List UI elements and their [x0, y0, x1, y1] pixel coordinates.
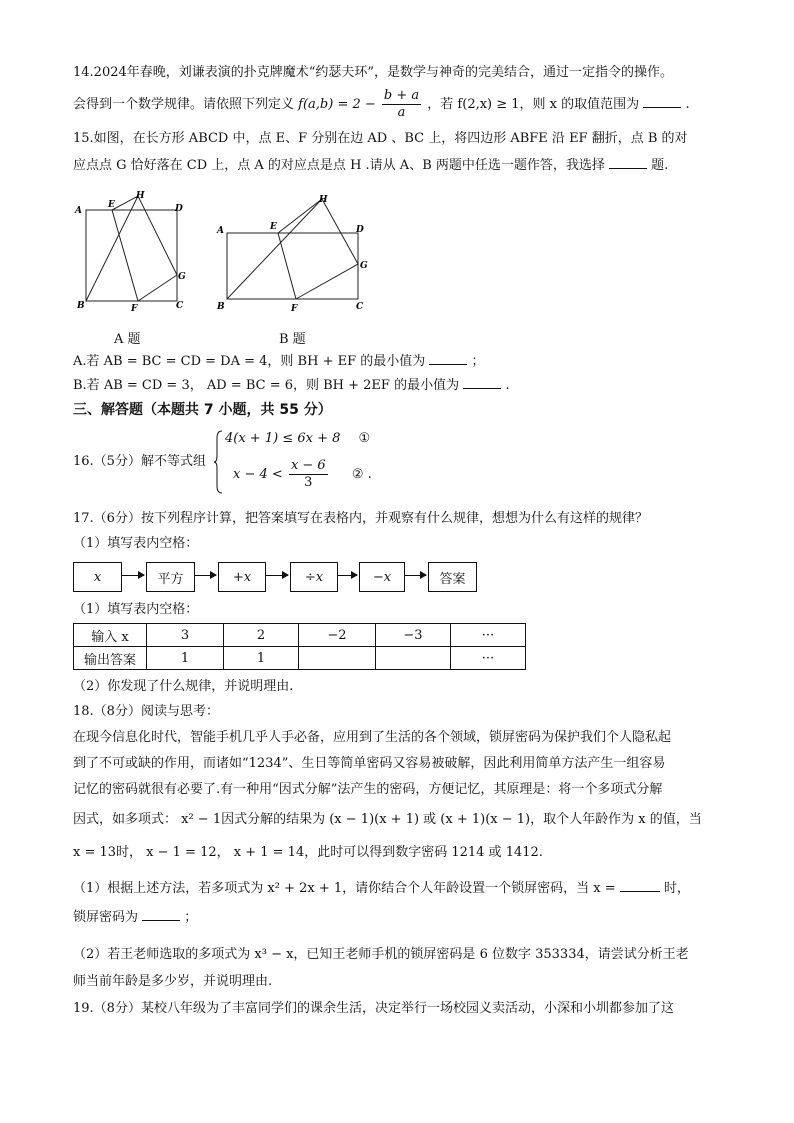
q18-sub1-text: （1）根据上述方法，若多项式为 x² + 2x + 1，请你结合个人年龄设置一个锁屏密码，当 x = — [73, 881, 616, 896]
q16-end: . — [367, 467, 372, 482]
table-cell: −3 — [376, 624, 451, 647]
figure-b-label-f: F — [291, 304, 298, 314]
figure-b-label-a: A — [217, 226, 224, 236]
figure-a-label-a: A — [75, 206, 82, 216]
q18-sub2b: 师当前年龄是多少岁，并说明理由. — [73, 974, 273, 989]
figure-a-label-g: G — [178, 272, 186, 282]
figure-a — [72, 188, 192, 316]
figure-b-caption: B 题 — [279, 332, 306, 347]
figure-b — [212, 190, 372, 316]
q14-line2 — [73, 88, 690, 121]
q14-line1: 14.2024年春晚，刘谦表演的扑克牌魔术“约瑟夫环”，是数学与神奇的完美结合，通过一定指令的操作。 — [73, 65, 674, 80]
figure-a-label-e: E — [108, 200, 115, 210]
q18-paragraph-line-2: 到了不可或缺的作用，而诸如“1234”、生日等简单密码又容易被破解，因此利用简单方法产生一组容易 — [73, 756, 666, 771]
q15-line2-text: 应点点 G 恰好落在 CD 上，点 A 的对应点是点 H .请从 A、B 两题中任选一题作答，我选择 — [73, 158, 605, 173]
table-cell-header-output: 输出答案 — [74, 647, 147, 670]
flow-arrow-3 — [265, 575, 288, 576]
figure-b-label-g: G — [360, 261, 368, 271]
table-cell: ··· — [451, 624, 526, 647]
q15-option-a-text: A.若 AB = BC = CD = DA = 4，则 BH + EF 的最小值为 — [73, 354, 426, 369]
q14-cond: ，若 f(2,x) ≥ 1，则 x 的取值范围为 — [427, 97, 640, 112]
q18-sub2: （2）若王老师选取的多项式为 x³ − x，已知王老师手机的锁屏密码是 6 位数字 353334，请尝试分析王老 — [73, 947, 689, 962]
section-3-heading: 三、解答题（本题共 7 小题，共 55 分） — [73, 402, 332, 418]
table-cell: −2 — [299, 624, 376, 647]
q18-age-blank[interactable] — [620, 879, 660, 892]
flow-arrow-4 — [337, 575, 357, 576]
figure-b-line-bh — [227, 199, 322, 299]
q16-inequality-1 — [225, 431, 370, 446]
q14-frac-den: a — [397, 105, 406, 120]
q15-option-b — [73, 376, 510, 395]
q14-answer-blank[interactable] — [643, 95, 681, 108]
q15-option-a — [73, 352, 485, 371]
figure-a-label-d: D — [175, 204, 183, 214]
table-cell-input[interactable] — [299, 647, 376, 670]
flow-box-x: x — [73, 562, 122, 592]
q14-line2-pre: 会得到一个数学规律。请依照下列定义 — [73, 97, 295, 112]
flow-arrow-5 — [404, 575, 426, 576]
q18-title: 18.（8分）阅读与思考： — [73, 704, 219, 719]
q18-sub1b-text: 锁屏密码为 — [73, 910, 139, 925]
q17-sub1: （1）填写表内空格： — [73, 536, 199, 551]
table-cell-header-input: 输入 x — [74, 624, 147, 647]
figure-b-label-d: D — [356, 225, 364, 235]
q18-password-blank[interactable] — [142, 908, 180, 921]
figure-b-line-ef — [278, 233, 296, 299]
figure-a-label-f: F — [131, 304, 138, 314]
q18-paragraph-line-1: 在现今信息化时代，智能手机几乎人手必备，应用到了生活的各个领域，锁屏密码为保护我们个人隐私起 — [73, 730, 672, 745]
flow-box-answer: 答案 — [428, 562, 477, 592]
figure-a-label-c: C — [176, 301, 184, 311]
q18-paragraph-line-5: x = 13时， x − 1 = 12， x + 1 = 14，此时可以得到数字密码 1214 或 1412. — [73, 845, 543, 860]
flow-box-plus-x: +x — [218, 562, 266, 592]
q18-sub1 — [73, 879, 690, 898]
q15-line1: 15.如图，在长方形 ABCD 中，点 E、F 分别在边 AD 、BC 上，将四边形 ABFE 沿 EF 翻折，点 B 的对 — [73, 131, 688, 146]
figure-b-fold — [278, 199, 358, 299]
q18-sub1b-end: ； — [184, 910, 198, 925]
q16-ineq2-fraction — [289, 458, 328, 491]
table-cell-input[interactable] — [376, 647, 451, 670]
q15-option-b-end: . — [505, 378, 510, 393]
figure-b-label-b: B — [217, 302, 225, 312]
table-cell: ··· — [451, 647, 526, 670]
flow-box-minus-x: −x — [359, 562, 405, 592]
q18-paragraph-line-4: 因式，如多项式： x² − 1因式分解的结果为 (x − 1)(x + 1) 或 (x + 1)(x − 1)，取个人年龄作为 x 的值，当 — [73, 812, 702, 827]
flow-arrow-2 — [194, 575, 216, 576]
q14-fraction — [382, 88, 421, 121]
q16-ineq2-pre: x − 4 < — [233, 467, 283, 482]
table-row-input — [74, 624, 526, 647]
q15-choice-blank[interactable] — [609, 156, 647, 169]
q16-ineq1-text: 4(x + 1) ≤ 6x + 8 — [225, 431, 341, 446]
q15-option-b-blank[interactable] — [463, 376, 501, 389]
q16-ineq2-num: x − 6 — [290, 458, 326, 473]
figure-a-line-ef — [112, 210, 138, 301]
q14-end: . — [685, 97, 690, 112]
q15-option-a-blank[interactable] — [429, 352, 467, 365]
figure-a-label-h: H — [136, 191, 145, 201]
figure-b-label-c: C — [356, 302, 364, 312]
q16-mark-1: ① — [358, 431, 371, 446]
figure-a-caption: A 题 — [114, 332, 141, 347]
flow-arrow-1 — [121, 575, 144, 576]
q15-line2-end: 题. — [651, 158, 669, 173]
table-cell: 1 — [224, 647, 299, 670]
figure-a-fold — [112, 196, 177, 301]
flow-box-div-x: ÷x — [290, 562, 338, 592]
flow-box-square: 平方 — [146, 562, 195, 592]
figure-a-square — [86, 210, 177, 301]
q19-line1: 19.（8分）某校八年级为了丰富同学们的课余生活，决定举行一场校园义卖活动，小深和小圳都参加了这 — [73, 1001, 674, 1016]
figure-b-rect — [227, 233, 358, 299]
table-row-output — [74, 647, 526, 670]
q18-sub1-end: 时， — [663, 881, 690, 896]
q15-line2 — [73, 156, 668, 175]
figure-b-label-e: E — [270, 222, 277, 232]
q16-ineq2-den: 3 — [304, 475, 313, 490]
q14-func-def: f(a,b) = 2 − — [298, 97, 376, 112]
q16-brace — [213, 430, 223, 494]
figure-b-label-h: H — [319, 195, 328, 205]
q15-option-a-end: ； — [471, 354, 485, 369]
q17-sub1b: （1）填写表内空格： — [73, 602, 199, 617]
table-cell: 1 — [147, 647, 224, 670]
q18-paragraph-line-3: 记忆的密码就很有必要了.有一种用“因式分解”法产生的密码，方便记忆，其原理是：将一个多项式分解 — [73, 782, 663, 797]
table-cell: 3 — [147, 624, 224, 647]
table-cell: 2 — [224, 624, 299, 647]
q16-mark-2: ② — [351, 467, 364, 482]
q16-inequality-2 — [233, 458, 372, 491]
q15-option-b-text: B.若 AB = CD = 3， AD = BC = 6，则 BH + 2EF 的最小值为 — [73, 378, 460, 393]
q16-prefix: 16.（5分）解不等式组 — [73, 454, 206, 469]
figure-a-label-b: B — [77, 301, 85, 311]
q17-table — [73, 623, 526, 670]
q17-line1: 17.（6分）按下列程序计算，把答案填写在表格内，并观察有什么规律，想想为什么有这样的规律？ — [73, 511, 648, 526]
q18-sub1b — [73, 908, 197, 927]
q17-sub2: （2）你发现了什么规律，并说明理由. — [73, 679, 294, 694]
q14-frac-num: b + a — [383, 88, 420, 103]
